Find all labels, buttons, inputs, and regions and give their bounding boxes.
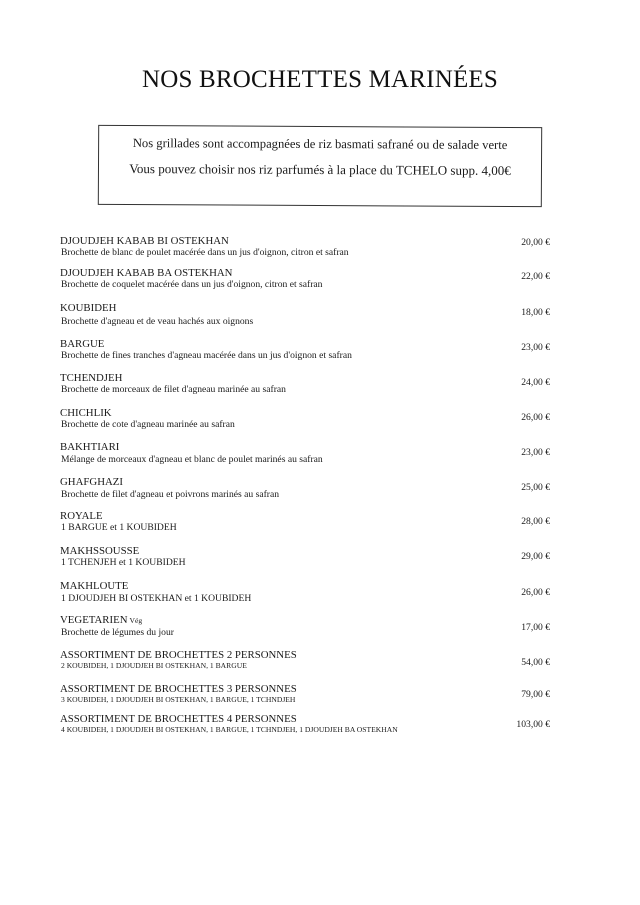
menu-item	[60, 267, 560, 291]
item-price: 103,00 €	[516, 719, 550, 730]
item-description: Brochette de blanc de poulet macérée dans un jus d'oignon, citron et safran	[61, 247, 349, 258]
item-description: 4 KOUBIDEH, 1 DJOUDJEH BI OSTEKHAN, 1 BARGUE, 1 TCHNDJEH, 1 DJOUDJEH BA OSTEKHAN	[61, 725, 398, 734]
item-description: 1 TCHENJEH et 1 KOUBIDEH	[61, 557, 186, 568]
item-price: 29,00 €	[521, 551, 550, 562]
item-price: 24,00 €	[521, 377, 550, 388]
info-line-supplement: Vous pouvez choisir nos riz parfumés à la place du TCHELO supp. 4,00€	[129, 161, 511, 178]
menu-item	[60, 510, 560, 534]
item-name: MAKHSSOUSSE	[60, 545, 140, 557]
menu-item	[60, 372, 560, 396]
item-name: DJOUDJEH KABAB BI OSTEKHAN	[60, 235, 229, 247]
item-price: 54,00 €	[521, 657, 550, 668]
vegetarian-tag: Vég	[129, 616, 143, 625]
item-name-text: VEGETARIEN	[60, 614, 128, 626]
item-name: KOUBIDEH	[60, 302, 117, 314]
item-name: ASSORTIMENT DE BROCHETTES 2 PERSONNES	[60, 649, 297, 661]
item-price: 28,00 €	[521, 516, 550, 527]
menu-item	[60, 614, 560, 639]
info-line-rice: Nos grillades sont accompagnées de riz basmati safrané ou de salade verte	[132, 136, 508, 152]
item-name: ASSORTIMENT DE BROCHETTES 4 PERSONNES	[60, 713, 297, 725]
item-price: 23,00 €	[521, 447, 550, 458]
menu-item	[60, 302, 560, 328]
item-price: 20,00 €	[521, 237, 550, 248]
item-price: 25,00 €	[521, 482, 550, 493]
item-price: 18,00 €	[521, 307, 550, 318]
menu-item	[60, 545, 560, 569]
item-description: 1 BARGUE et 1 KOUBIDEH	[61, 522, 177, 533]
item-description: Brochette de morceaux de filet d'agneau marinée au safran	[61, 384, 286, 395]
menu-item	[60, 580, 560, 605]
item-name: CHICHLIK	[60, 407, 112, 419]
item-price: 23,00 €	[521, 342, 550, 353]
item-name: ROYALE	[60, 510, 103, 522]
item-name: ASSORTIMENT DE BROCHETTES 3 PERSONNES	[60, 683, 297, 695]
menu-item	[60, 441, 560, 466]
item-description: Brochette de cote d'agneau marinée au safran	[61, 419, 235, 430]
item-description: 1 DJOUDJEH BI OSTEKHAN et 1 KOUBIDEH	[61, 593, 252, 604]
item-description: Brochette de coquelet macérée dans un jus d'oignon, citron et safran	[61, 279, 323, 290]
item-price: 22,00 €	[521, 271, 550, 282]
item-description: Brochette de fines tranches d'agneau macérée dans un jus d'oignon et safran	[61, 350, 352, 361]
menu-item	[60, 683, 560, 705]
menu-item	[60, 713, 560, 735]
item-price: 26,00 €	[521, 412, 550, 423]
page-title: NOS BROCHETTES MARINÉES	[141, 66, 499, 93]
item-price: 17,00 €	[521, 622, 550, 633]
item-name: BARGUE	[60, 338, 105, 350]
item-description: Brochette de filet d'agneau et poivrons marinés au safran	[61, 489, 280, 500]
menu-item	[60, 235, 560, 259]
item-name: MAKHLOUTE	[60, 580, 129, 592]
item-price: 79,00 €	[521, 689, 550, 700]
menu-item	[60, 338, 560, 362]
item-description: Brochette de légumes du jour	[61, 627, 174, 638]
item-description: Mélange de morceaux d'agneau et blanc de poulet marinés au safran	[61, 454, 323, 465]
item-name: DJOUDJEH KABAB BA OSTEKHAN	[60, 267, 233, 279]
item-description: Brochette d'agneau et de veau hachés aux oignons	[61, 316, 254, 327]
item-description: 3 KOUBIDEH, 1 DJOUDJEH BI OSTEKHAN, 1 BARGUE, 1 TCHNDJEH	[61, 695, 296, 704]
item-description: 2 KOUBIDEH, 1 DJOUDJEH BI OSTEKHAN, 1 BARGUE	[61, 661, 247, 670]
menu-item	[60, 476, 560, 501]
menu-item	[60, 407, 560, 431]
item-price: 26,00 €	[521, 587, 550, 598]
menu-item	[60, 649, 560, 671]
item-name: GHAFGHAZI	[60, 476, 123, 488]
item-name	[60, 614, 560, 627]
item-name: TCHENDJEH	[60, 372, 123, 384]
item-name: BAKHTIARI	[60, 441, 120, 453]
